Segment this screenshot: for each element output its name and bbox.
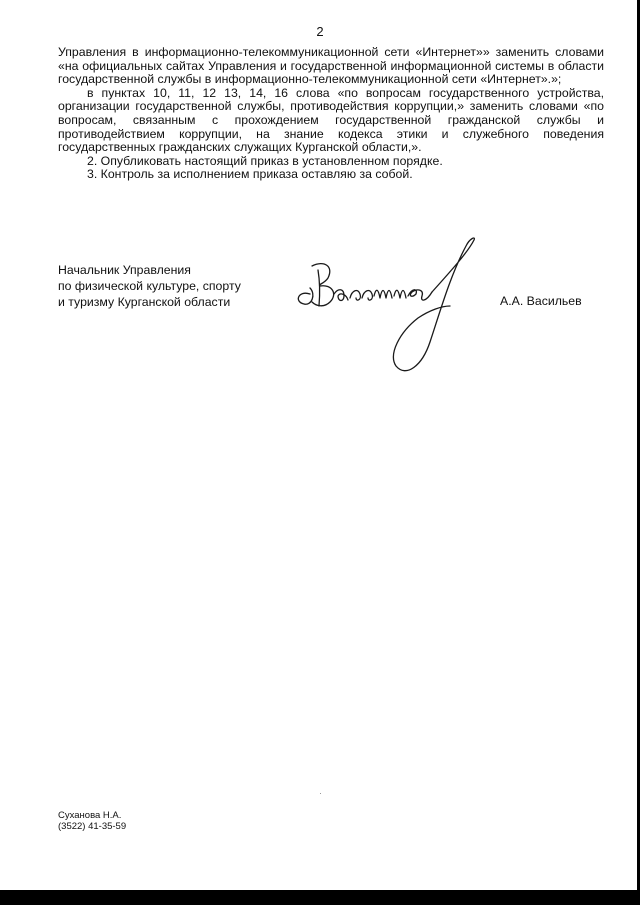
document-body	[58, 46, 604, 182]
executor-name: Суханова Н.А.	[58, 810, 122, 821]
paragraph-amendment: в пунктах 10, 11, 12 13, 14, 16 слова «по вопросам государственного устройства, организации государственной службы, противодействия коррупции,» заменить словами «по вопросам, связанным с прохождением государственной гражданской службы и противодействием коррупции, на знание кодекса этики и служебного поведения государственных гражданских служащих Курганской области,».	[58, 85, 604, 155]
paragraph-continuation: Управления в информационно-телекоммуникационной сети «Интернет»» заменить словами «на официальных сайтах Управления и государственной информационной системы в области государственной службы в информационно-телекоммуникационной сети «Интернет».»;	[58, 45, 604, 87]
paragraph-publish: 2. Опубликовать настоящий приказ в установленном порядке.	[87, 153, 443, 168]
signatory-name: А.А. Васильев	[500, 294, 582, 308]
signatory-title-line-2: по физической культуре, спорту	[58, 279, 241, 293]
scan-speck	[320, 793, 321, 794]
signatory-title-line-1: Начальник Управления	[58, 263, 191, 277]
paragraph-control: 3. Контроль за исполнением приказа оставляю за собой.	[87, 167, 413, 182]
signatory-title	[58, 262, 278, 310]
executor-phone: (3522) 41-35-59	[58, 821, 127, 832]
page-number: 2	[316, 24, 324, 39]
handwritten-signature	[290, 232, 490, 382]
executor-footer	[58, 810, 126, 832]
scan-edge-bottom	[0, 890, 640, 905]
signatory-title-line-3: и туризму Курганской области	[58, 295, 231, 309]
